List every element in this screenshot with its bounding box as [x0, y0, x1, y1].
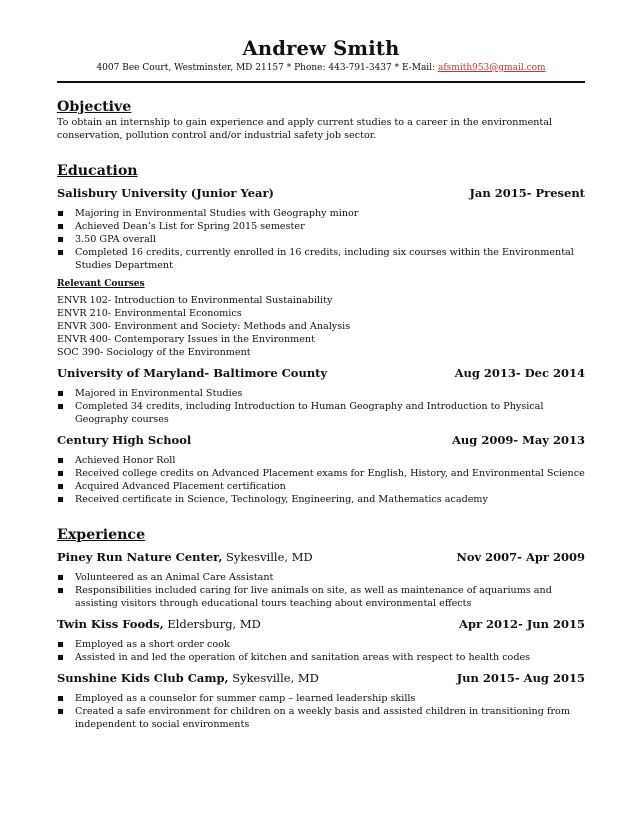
entry-header: [57, 671, 585, 686]
bullet-icon: [58, 391, 63, 396]
bullet-icon: [58, 471, 63, 476]
list-item: Volunteered as an Animal Care Assistant: [57, 571, 585, 584]
course-item: SOC 390- Sociology of the Environment: [57, 347, 251, 358]
list-item: Completed 34 credits, including Introduction to Human Geography and Introduction to Physical Geography courses: [57, 400, 585, 426]
entry-header: [57, 186, 585, 201]
entry-title: Salisbury University (Junior Year): [57, 186, 274, 200]
course-item: ENVR 102- Introduction to Environmental Sustainability: [57, 295, 333, 306]
objective-heading: Objective: [57, 99, 132, 115]
list-item: Acquired Advanced Placement certification: [57, 480, 585, 493]
entry-org: Twin Kiss Foods,: [57, 617, 164, 631]
entry-dates: Apr 2012- Jun 2015: [459, 617, 585, 631]
bullet-icon: [58, 404, 63, 409]
sunshine-entry: [57, 671, 585, 731]
bullet-list: [57, 638, 585, 664]
entry-dates: Aug 2013- Dec 2014: [454, 366, 585, 380]
bullet-list: [57, 454, 585, 506]
bullet-icon: [58, 497, 63, 502]
course-item: ENVR 210- Environmental Economics: [57, 308, 242, 319]
bullet-list: [57, 387, 585, 426]
education-section: [57, 162, 585, 506]
piney-entry: [57, 550, 585, 610]
objective-text: To obtain an internship to gain experience and apply current studies to a career in the environmental conservation, pollution control and/or industrial safety job sector.: [57, 117, 553, 141]
bullet-icon: [58, 655, 63, 660]
bullet-icon: [58, 588, 63, 593]
entry-org: Piney Run Nature Center,: [57, 550, 223, 564]
bullet-icon: [58, 250, 63, 255]
list-item: Received certificate in Science, Technology, Engineering, and Mathematics academy: [57, 493, 585, 506]
bullet-list: [57, 692, 585, 731]
contact-address-phone: 4007 Bee Court, Westminster, MD 21157 * Phone: 443-791-3437 * E-Mail:: [96, 63, 438, 73]
list-item: Majoring in Environmental Studies with Geography minor: [57, 207, 585, 220]
bullet-icon: [58, 575, 63, 580]
objective-section: [57, 98, 585, 142]
list-item: Achieved Dean’s List for Spring 2015 semester: [57, 220, 585, 233]
entry-dates: Jan 2015- Present: [469, 186, 585, 200]
umbc-entry: [57, 366, 585, 426]
header-divider: [57, 81, 585, 83]
entry-location: Eldersburg, MD: [163, 617, 261, 631]
bullet-list: [57, 571, 585, 610]
list-item: Completed 16 credits, currently enrolled in 16 credits, including six courses within the Environmental Studies Department: [57, 246, 585, 272]
email-link[interactable]: afsmith953@gmail.com: [437, 63, 546, 73]
course-item: ENVR 300- Environment and Society: Methods and Analysis: [57, 321, 351, 332]
bullet-icon: [58, 211, 63, 216]
entry-header: [57, 366, 585, 381]
entry-dates: Aug 2009- May 2013: [452, 433, 585, 447]
experience-section: [57, 526, 585, 731]
list-item: Achieved Honor Roll: [57, 454, 585, 467]
bullet-icon: [58, 642, 63, 647]
course-list: [57, 294, 585, 359]
list-item: Majored in Environmental Studies: [57, 387, 585, 400]
twinkiss-entry: [57, 617, 585, 664]
bullet-list: [57, 207, 585, 272]
bullet-icon: [58, 484, 63, 489]
bullet-icon: [58, 237, 63, 242]
experience-heading: Experience: [57, 527, 146, 543]
bullet-icon: [58, 696, 63, 701]
contact-line: [57, 62, 585, 74]
list-item: Employed as a counselor for summer camp – learned leadership skills: [57, 692, 585, 705]
resume-page: [57, 37, 585, 731]
entry-title: University of Maryland- Baltimore County: [57, 366, 328, 380]
bullet-icon: [58, 458, 63, 463]
relevant-courses-heading: Relevant Courses: [57, 279, 145, 289]
entry-header: [57, 433, 585, 448]
entry-header: [57, 617, 585, 632]
bullet-icon: [58, 709, 63, 714]
course-item: ENVR 400- Contemporary Issues in the Environment: [57, 334, 315, 345]
list-item: 3.50 GPA overall: [57, 233, 585, 246]
list-item: Created a safe environment for children on a weekly basis and assisted children in transitioning from independent to social environments: [57, 705, 585, 731]
list-item: Received college credits on Advanced Placement exams for English, History, and Environmental Science: [57, 467, 585, 480]
list-item: Assisted in and led the operation of kitchen and sanitation areas with respect to health codes: [57, 651, 585, 664]
entry-location: Sykesville, MD: [228, 671, 319, 685]
century-entry: [57, 433, 585, 506]
education-heading: Education: [57, 163, 138, 179]
entry-location: Sykesville, MD: [222, 550, 313, 564]
bullet-icon: [58, 224, 63, 229]
list-item: Employed as a short order cook: [57, 638, 585, 651]
salisbury-entry: [57, 186, 585, 359]
entry-header: [57, 550, 585, 565]
entry-dates: Nov 2007- Apr 2009: [456, 550, 585, 564]
entry-org: Sunshine Kids Club Camp,: [57, 671, 229, 685]
entry-dates: Jun 2015- Aug 2015: [456, 671, 585, 685]
list-item: Responsibilities included caring for live animals on site, as well as maintenance of aquariums and assisting visitors through educational tours teaching about environmental effects: [57, 584, 585, 610]
candidate-name: Andrew Smith: [242, 37, 400, 60]
entry-title: Century High School: [57, 433, 192, 447]
